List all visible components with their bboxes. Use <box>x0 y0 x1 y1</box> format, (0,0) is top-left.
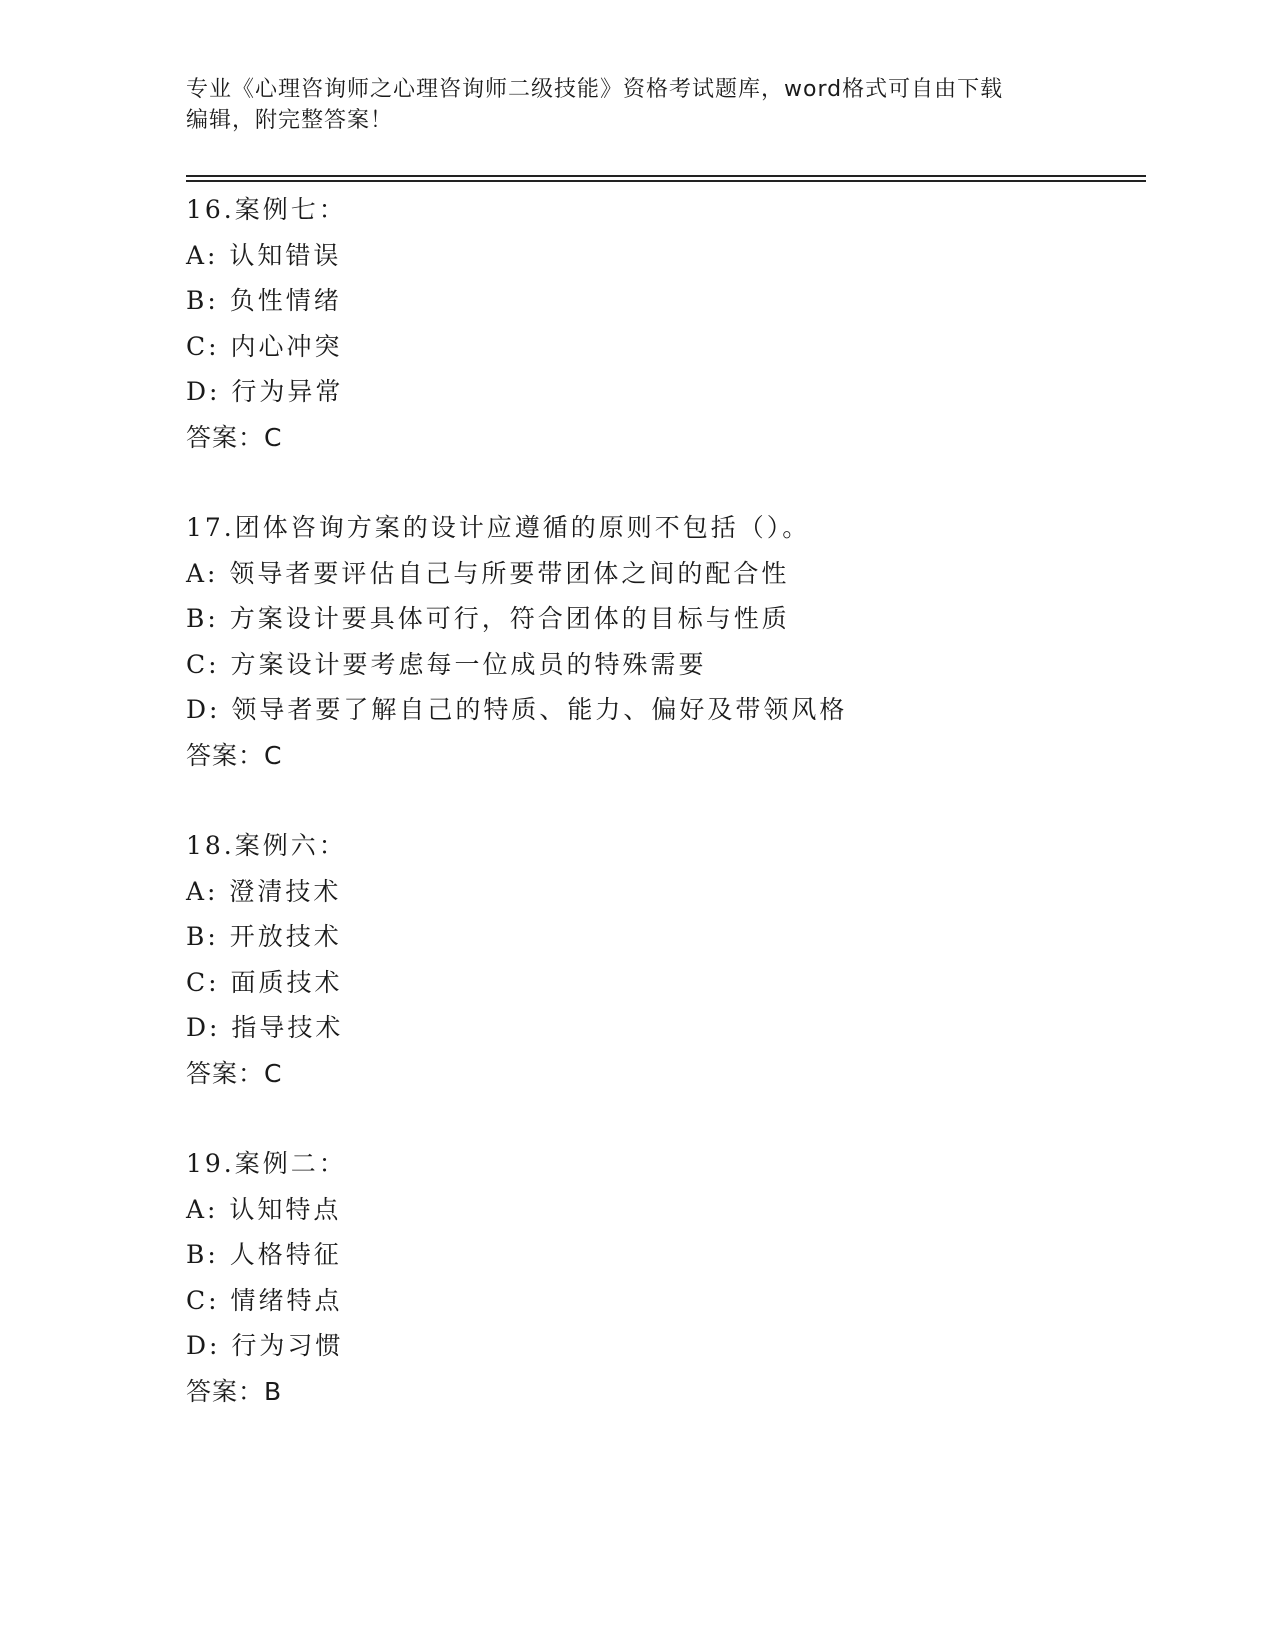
answer-line: 答案：B <box>186 1376 283 1406</box>
answer-line: 答案：C <box>186 1058 283 1088</box>
option-c: C: 方案设计要考虑每一位成员的特殊需要 <box>186 649 707 679</box>
header-divider-bottom <box>186 180 1146 182</box>
option-a: A: 领导者要评估自己与所要带团体之间的配合性 <box>186 558 790 588</box>
option-b: B: 开放技术 <box>186 922 342 951</box>
option-d: D: 行为异常 <box>186 377 344 406</box>
option-a: A: 认知错误 <box>186 240 342 270</box>
question-title: 19.案例二： <box>186 1149 347 1178</box>
option-c: C: 内心冲突 <box>186 331 343 361</box>
question-16 <box>186 187 1146 460</box>
question-title: 18.案例六： <box>186 831 347 860</box>
option-c: C: 情绪特点 <box>186 1285 343 1315</box>
document-header <box>186 74 1066 136</box>
answer-line: 答案：C <box>186 740 283 770</box>
header-line-2: 编辑，附完整答案！ <box>186 108 394 133</box>
question-title: 17.团体咨询方案的设计应遵循的原则不包括（）。 <box>186 513 811 542</box>
option-b: B: 方案设计要具体可行，符合团体的目标与性质 <box>186 604 790 633</box>
option-a: A: 认知特点 <box>186 1194 342 1224</box>
option-d: D: 行为习惯 <box>186 1331 344 1360</box>
option-c: C: 面质技术 <box>186 967 343 997</box>
option-b: B: 人格特征 <box>186 1240 342 1269</box>
question-18 <box>186 823 1146 1096</box>
option-d: D: 领导者要了解自己的特质、能力、偏好及带领风格 <box>186 695 848 724</box>
option-a: A: 澄清技术 <box>186 876 342 906</box>
answer-line: 答案：C <box>186 422 283 452</box>
header-divider-top <box>186 175 1146 177</box>
option-d: D: 指导技术 <box>186 1013 344 1042</box>
header-line-1: 专业《心理咨询师之心理咨询师二级技能》资格考试题库，word格式可自由下载 <box>186 77 1004 102</box>
question-17 <box>186 505 1146 778</box>
question-19 <box>186 1141 1146 1414</box>
option-b: B: 负性情绪 <box>186 286 342 315</box>
question-title: 16.案例七： <box>186 195 347 224</box>
